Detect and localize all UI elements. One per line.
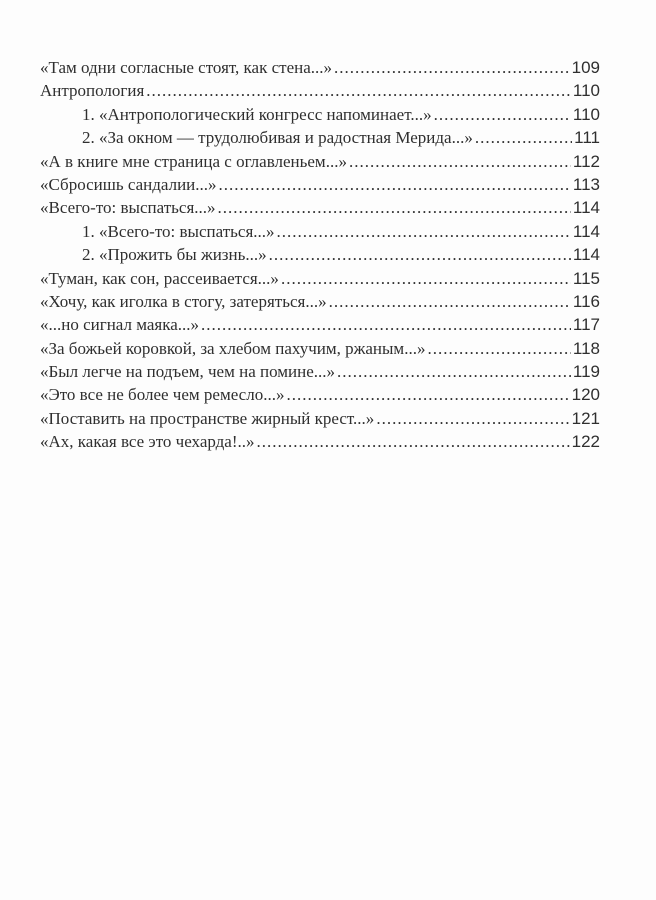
- toc-entry-title: «Сбросишь сандалии...»: [40, 174, 217, 194]
- table-of-contents: [40, 56, 600, 454]
- toc-entry-page: 117: [572, 315, 600, 335]
- toc-subentry[interactable]: [40, 220, 600, 243]
- toc-leader-dots: [257, 430, 570, 453]
- toc-entry[interactable]: [40, 383, 600, 406]
- toc-entry-title: «Хочу, как иголка в стогу, затеряться...»: [40, 291, 327, 311]
- toc-entry[interactable]: [40, 360, 600, 383]
- toc-entry-title: Антропология: [40, 81, 145, 101]
- toc-leader-dots: [201, 313, 571, 336]
- toc-entry[interactable]: [40, 430, 600, 453]
- toc-entry-title: 1. «Всего-то: выспаться...»: [82, 221, 275, 241]
- toc-leader-dots: [277, 220, 571, 243]
- toc-subentry[interactable]: [40, 243, 600, 266]
- toc-entry-title: «Всего-то: выспаться...»: [40, 198, 216, 218]
- toc-entry-page: 115: [572, 268, 600, 288]
- toc-leader-dots: [337, 360, 571, 383]
- toc-subentry[interactable]: [40, 126, 600, 149]
- toc-leader-dots: [269, 243, 571, 266]
- toc-entry-page: 119: [572, 362, 600, 382]
- toc-entry-page: 113: [572, 174, 600, 194]
- toc-leader-dots: [329, 290, 571, 313]
- toc-entry[interactable]: [40, 79, 600, 102]
- toc-entry-page: 114: [572, 221, 600, 241]
- toc-entry[interactable]: [40, 290, 600, 313]
- toc-list: [40, 56, 600, 454]
- toc-subentry[interactable]: [40, 103, 600, 126]
- toc-entry-page: 118: [572, 338, 600, 358]
- toc-entry[interactable]: [40, 407, 600, 430]
- toc-entry[interactable]: [40, 267, 600, 290]
- toc-leader-dots: [376, 407, 569, 430]
- toc-entry-page: 111: [574, 128, 600, 148]
- toc-entry-title: «Был легче на подъем, чем на помине...»: [40, 362, 336, 382]
- toc-leader-dots: [218, 196, 571, 219]
- toc-entry-title: «Поставить на пространстве жирный крест...»: [40, 408, 375, 428]
- toc-leader-dots: [434, 103, 571, 126]
- toc-entry-title: «...но сигнал маяка...»: [40, 315, 200, 335]
- toc-entry-page: 110: [572, 104, 600, 124]
- toc-leader-dots: [281, 267, 571, 290]
- toc-entry-page: 112: [572, 151, 600, 171]
- toc-leader-dots: [334, 56, 570, 79]
- toc-leader-dots: [286, 383, 569, 406]
- toc-entry[interactable]: [40, 56, 600, 79]
- toc-leader-dots: [475, 126, 572, 149]
- toc-entry-title: 2. «За окном — трудолюбивая и радостная Мерида...»: [82, 128, 473, 148]
- toc-entry-title: «Там одни согласные стоят, как стена...»: [40, 58, 333, 77]
- toc-entry[interactable]: [40, 150, 600, 173]
- toc-entry-page: 109: [571, 58, 600, 77]
- toc-entry[interactable]: [40, 313, 600, 336]
- toc-entry-page: 110: [572, 81, 600, 101]
- toc-leader-dots: [349, 150, 571, 173]
- toc-entry-title: «Туман, как сон, рассеивается...»: [40, 268, 279, 288]
- toc-entry-page: 114: [572, 198, 600, 218]
- toc-entry-title: «Ах, какая все это чехарда!..»: [40, 432, 255, 452]
- toc-entry-page: 114: [572, 245, 600, 265]
- toc-entry-page: 120: [571, 385, 600, 405]
- toc-leader-dots: [146, 79, 571, 102]
- toc-entry-title: «За божьей коровкой, за хлебом пахучим, ржаным...»: [40, 338, 426, 358]
- toc-entry-title: 2. «Прожить бы жизнь...»: [82, 245, 267, 265]
- toc-entry[interactable]: [40, 196, 600, 219]
- toc-entry-title: «А в книге мне страница с оглавленьем...»: [40, 151, 347, 171]
- toc-entry-page: 121: [571, 408, 600, 428]
- toc-entry-title: 1. «Антропологический конгресс напоминает...»: [82, 104, 432, 124]
- toc-leader-dots: [427, 337, 570, 360]
- toc-entry[interactable]: [40, 173, 600, 196]
- toc-entry[interactable]: [40, 337, 600, 360]
- toc-leader-dots: [219, 173, 571, 196]
- toc-entry-page: 116: [572, 291, 600, 311]
- toc-entry-page: 122: [571, 432, 600, 452]
- toc-entry-title: «Это все не более чем ремесло...»: [40, 385, 285, 405]
